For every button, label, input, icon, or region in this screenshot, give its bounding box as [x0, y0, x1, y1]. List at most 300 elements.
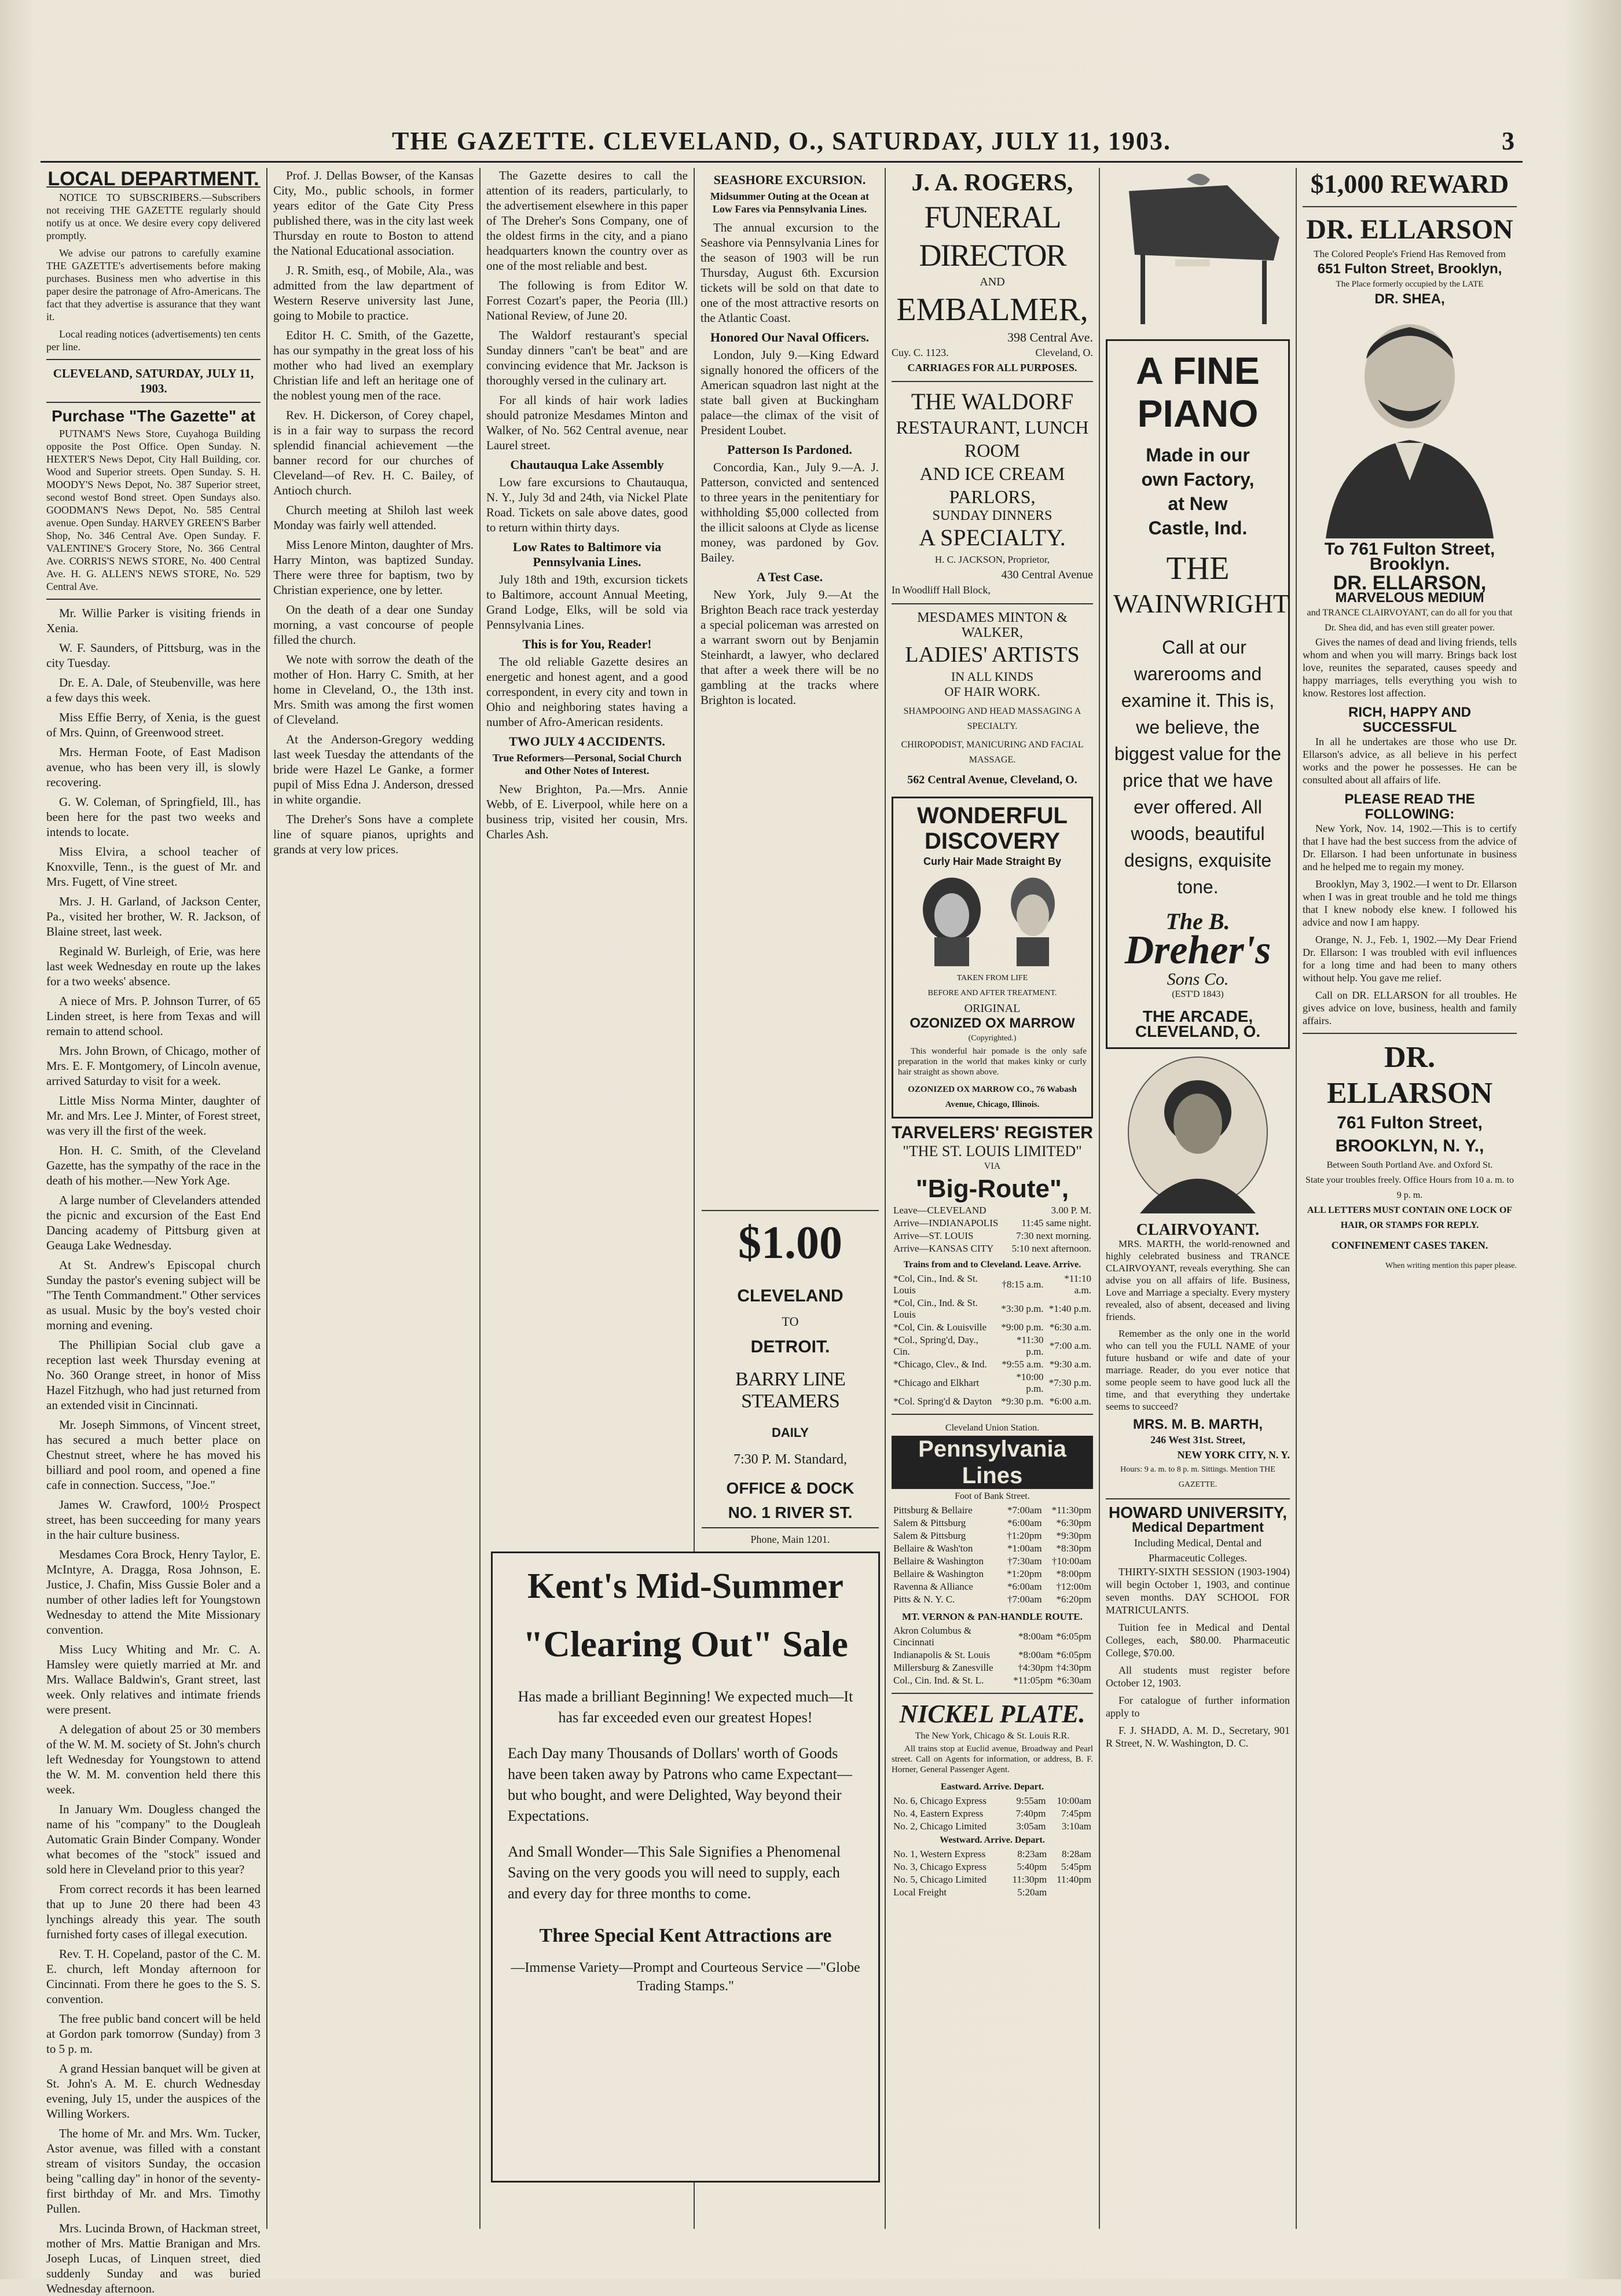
accidents-heading: TWO JULY 4 ACCIDENTS.	[509, 734, 665, 749]
nickel-west-heading: Westward. Arrive. Depart.	[940, 1835, 1045, 1845]
masthead-title: THE GAZETTE. CLEVELAND, O., SATURDAY, JULY 11, 1903.	[391, 127, 1172, 155]
dreher-1: The B.	[1165, 908, 1230, 934]
clairvoyant-heading: CLAIRVOYANT.	[1136, 1221, 1260, 1239]
wonder-5: BEFORE AND AFTER TREATMENT.	[927, 989, 1057, 997]
column-rule	[266, 168, 267, 2229]
minton-6: CHIROPODIST, MANICURING AND FACIAL MASSAGE.	[901, 740, 1084, 765]
howard-1: HOWARD UNIVERSITY,	[1108, 1503, 1288, 1521]
piano-2: PIANO	[1137, 392, 1259, 435]
waldorf-4: SUNDAY DINNERS	[932, 508, 1052, 523]
barry-to: TO	[782, 1314, 799, 1329]
news-stands: PUTNAM'S News Store, Cuyahoga Building opposite the Post Office. Open Sunday. N. HEXTER'S News Depot, City Hall Building, cor. Wood and Superior streets. Open Sunday. S. H. MOODY'S News Depot, No. 387 Superior street, second westof Bond street. Open Sundays also. GOODMAN'S News Depot, No. 585 Central avenue. Open Sunday. HARVEY GREEN'S Barber Shop, No. 346 Central Ave. Open Sunday. F. VALENTINE'S Grocery Store, No. 366 Central Ave. CORRIS'S NEWS STORE, No. 400 Central Ave. H. G. ALLEN'S NEWS STORE, No. 529 Central Ave.	[46, 428, 261, 592]
dreher-intro: The Gazette desires to call the attention of its readers, particularly, to the advertisement elsewhere in this paper of The Dreher's Sons Company, one of the oldest firms in the city, and a piano headquarters known the country over as one of the most reliable and best.	[486, 168, 688, 273]
schedule-row	[892, 1321, 1093, 1334]
test-case-heading: A Test Case.	[756, 570, 823, 584]
schedule-cell: *Col, Cin. & Louisville	[893, 1322, 987, 1333]
baltimore-text: July 18th and 19th, excursion tickets to Baltimore, account Annual Meeting, Grand Lodge, Elks, will be sold via Pennsylvania Lines.	[486, 573, 688, 632]
local-item: Reginald W. Burleigh, of Erie, was here last week Wednesday en route up the lakes for a two weeks' absence.	[46, 944, 261, 988]
howard-3: Including Medical, Dental and Pharmaceutic Colleges.	[1134, 1537, 1261, 1564]
column-three-items	[486, 278, 688, 453]
clairvoyant-address: 246 West 31st. Street,	[1150, 1434, 1245, 1446]
schedule-cell: 7:30 next morning.	[1016, 1230, 1091, 1241]
schedule-cell: †1:20pm	[1007, 1530, 1042, 1541]
dreher-5: THE ARCADE,	[1142, 1007, 1253, 1025]
column-rule	[1099, 168, 1100, 2229]
kent-title-1: Kent's Mid-Summer	[527, 1567, 843, 1606]
column-rule	[479, 168, 481, 2229]
news-item: For all kinds of hair work ladies should patronize Mesdames Minton and Walker, of No. 562 Central avenue, near Laurel street.	[486, 393, 688, 452]
schedule-cell: *8:00pm	[1056, 1568, 1091, 1579]
schedule-row	[892, 1358, 1093, 1371]
local-item: W. F. Saunders, of Pittsburg, was in the city Tuesday.	[46, 641, 261, 670]
nickel-sub: The New York, Chicago & St. Louis R.R.	[915, 1731, 1070, 1741]
wonder-6: ORIGINAL	[964, 1002, 1021, 1015]
local-item: Miss Effie Berry, of Xenia, is the guest of Mrs. Quinn, of Greenwood street.	[46, 710, 261, 739]
local-item: Dr. E. A. Dale, of Steubenville, was here a few days this week.	[46, 676, 261, 705]
schedule-cell: Arrive—ST. LOUIS	[893, 1230, 974, 1241]
foryou-heading: This is for You, Reader!	[522, 637, 652, 651]
rogers-title-2: EMBALMER,	[896, 292, 1088, 328]
schedule-cell: 11:45 same night.	[1021, 1217, 1091, 1228]
paterson-text: Concordia, Kan., July 9.—A. J. Patterson, convicted and sentenced to three years in the penitentiary for withholding $5,000 collected from the illicit saloons at Clyde as license money, was pardoned by Gov. Bailey.	[701, 460, 879, 564]
baltimore-heading: Low Rates to Baltimore via Pennsylvania Lines.	[512, 540, 662, 569]
schedule-row	[892, 1624, 1093, 1649]
local-item: A niece of Mrs. P. Johnson Turrer, of 65 Linden street, is here from Texas and will remain to attend school.	[46, 994, 261, 1038]
dreher-4: (EST'D 1843)	[1172, 989, 1224, 999]
local-item: The home of Mr. and Mrs. Wm. Tucker, Astor avenue, was filled with a constant stream of visitors Sunday, the occasion being "calling day" in honor of the seventy-first birthday of Mr. and Mrs. Timothy Pullen.	[46, 2126, 261, 2216]
schedule-row	[892, 1568, 1093, 1580]
schedule-cell: 11:30pm	[1012, 1874, 1047, 1885]
seashore-text: The annual excursion to the Seashore via Pennsylvania Lines for the season of 1903 will be run Thursday, August 6th. Excursion tickets will be sold on that date to one of the most attractive resorts on the Atlantic Coast.	[701, 221, 879, 325]
foryou-text: The old reliable Gazette desires an energetic and honest agent, and a good correspondent, in every city and town in Ohio and neighboring states having a number of Afro-American residents.	[486, 655, 688, 729]
officers-text: London, July 9.—King Edward signally honored the officers of the American squadron last night at the state ball given at Buckingham palace—the climax of the visit of President Loubet.	[701, 348, 879, 437]
wonder-address: OZONIZED OX MARROW CO., 76 Wabash Avenue, Chicago, Illinois.	[908, 1085, 1077, 1109]
vernon-heading: MT. VERNON & PAN-HANDLE ROUTE.	[902, 1611, 1083, 1622]
waldorf-3: AND ICE CREAM PARLORS,	[919, 463, 1065, 507]
schedule-cell: Leave—CLEVELAND	[893, 1205, 986, 1216]
kent-paragraph-2: Each Day many Thousands of Dollars' worth of Goods have been taken away by Patrons who came Expectant—but who bought, and were Delighted, Way beyond their Expectations.	[508, 1745, 852, 1824]
news-item: The Dreher's Sons have a complete line of square pianos, uprights and grands at very low prices.	[273, 812, 474, 856]
news-item: The following is from Editor W. Forrest Cozart's paper, the Peoria (Ill.) National Review, of June 20.	[486, 278, 688, 322]
schedule-row	[892, 1230, 1093, 1242]
kent-attractions-heading: Three Special Kent Attractions are	[539, 1925, 832, 1946]
howard-4: THIRTY-SIXTH SESSION (1903-1904) will begin October 1, 1903, and continue seven months. DAY SCHOOL FOR MATRICULANTS.	[1106, 1566, 1290, 1616]
ellarson-10: DR. ELLARSON	[1326, 1041, 1493, 1110]
testimonials	[1303, 822, 1517, 1027]
local-item: At St. Andrew's Episcopal church Sunday the pastor's evening subject will be "The Tenth Commandment." Other services as usual. Music by the boy's vested choir morning and evening.	[46, 1258, 261, 1332]
clairvoyant-city: NEW YORK CITY, N. Y.	[1177, 1449, 1290, 1461]
ellarson-17: When writing mention this paper please.	[1385, 1261, 1517, 1270]
local-item: Little Miss Norma Minter, daughter of Mr. and Mrs. Lee J. Minter, of Forest street, was very ill the first of the week.	[46, 1094, 261, 1138]
schedule-cell: *Chicago and Elkhart	[893, 1377, 980, 1388]
piano-1: A FINE	[1136, 349, 1260, 392]
schedule-cell: *6:00 a.m.	[1049, 1396, 1091, 1407]
schedule-row	[892, 1580, 1093, 1593]
minton-7: 562 Central Avenue, Cleveland, O.	[907, 773, 1077, 786]
schedule-cell: Ravenna & Alliance	[893, 1581, 973, 1592]
barry-line: BARRY LINE STEAMERS	[735, 1369, 845, 1412]
piano-8: WAINWRIGHT	[1113, 589, 1290, 618]
schedule-row	[892, 1873, 1093, 1886]
schedule-cell: 3.00 P. M.	[1051, 1205, 1091, 1216]
local-item: A grand Hessian banquet will be given at St. John's A. M. E. church Wednesday evening, July 15, under the auspices of the Willing Workers.	[46, 2062, 261, 2121]
wonderful-discovery-ad	[892, 797, 1093, 1118]
rich-text: In all he undertakes are those who use Dr. Ellarson's advice, as all believe in his perfect works and the power he possesses. He can be consulted about all affairs of life.	[1303, 736, 1517, 786]
schedule-row	[892, 1542, 1093, 1555]
schedule-cell: *11:30 p.m.	[1016, 1334, 1044, 1357]
local-item: Hon. H. C. Smith, of the Cleveland Gazette, has the sympathy of the race in the death of his mother.—New York Age.	[46, 1143, 261, 1187]
schedule-cell: *6:30pm	[1056, 1517, 1091, 1528]
kent-attractions: —Immense Variety—Prompt and Courteous Service —"Globe Trading Stamps."	[511, 1960, 860, 1994]
schedule-cell: *3:30 p.m.	[1001, 1303, 1044, 1314]
kent-paragraph-1: Has made a brilliant Beginning! We expected much—It has far exceeded even our greatest Hopes!	[518, 1688, 853, 1726]
waldorf-8: In Woodliff Hall Block,	[892, 584, 991, 596]
schedule-row	[892, 1217, 1093, 1230]
schedule-cell: *9:30 p.m.	[1001, 1396, 1044, 1407]
schedule-cell: *9:30 a.m.	[1049, 1359, 1091, 1370]
clairvoyant-text-2: Remember as the only one in the world who can tell you the FULL NAME of your future husband or wife and date of your marriage. Reader, do you ever notice that some people seem to have good luck all the time, and that everything they undertake seems to succeed?	[1106, 1328, 1290, 1412]
column-two-items	[273, 168, 474, 857]
column-rule	[885, 168, 886, 2229]
waldorf-1: THE WALDORF	[911, 388, 1074, 415]
ellarson-2: The Colored People's Friend Has Removed from	[1314, 248, 1506, 259]
schedule-row	[892, 1395, 1093, 1408]
big-four-schedule	[892, 1204, 1093, 1255]
howard-2: Medical Department	[1131, 1520, 1264, 1535]
barry-phone: Phone, Main 1201.	[750, 1534, 830, 1545]
news-item: Rev. H. Dickerson, of Corey chapel, is in a fair way to surpass the record splendid financial achievement —the banner record for our churches of Cleveland—of Rev. H. C. Bailey, of Antioch church.	[273, 408, 474, 497]
schedule-row	[892, 1674, 1093, 1687]
schedule-cell: *11:05pm	[1013, 1675, 1053, 1686]
seashore-heading: SEASHORE EXCURSION.	[713, 173, 866, 187]
minton-5: SHAMPOOING AND HEAD MASSAGING A SPECIALTY.	[903, 706, 1081, 731]
piano-illustration	[1106, 168, 1290, 347]
news-item: J. R. Smith, esq., of Mobile, Ala., was admitted from the law department of Western Reserve university last June, going to Mobile to practice.	[273, 263, 474, 322]
schedule-cell: *Col, Cin., Ind. & St. Louis	[893, 1297, 978, 1320]
schedule-cell: *6:00am	[1007, 1517, 1042, 1528]
schedule-cell: No. 6, Chicago Express	[893, 1795, 987, 1806]
local-department-heading: LOCAL DEPARTMENT.	[46, 171, 261, 188]
notice-to-subscribers: NOTICE TO SUBSCRIBERS.—Subscribers not receiving THE GAZETTE regularly should notify us at once. We desire every copy delivered promptly.	[46, 192, 261, 241]
barry-price: $1.00	[738, 1217, 842, 1268]
schedule-row	[892, 1242, 1093, 1255]
schedule-cell: Col., Cin. Ind. & St. L.	[893, 1675, 984, 1686]
local-items	[46, 606, 261, 2296]
barry-time: 7:30 P. M. Standard,	[733, 1452, 847, 1467]
advertiser-advice: We advise our patrons to carefully examine THE GAZETTE's advertisements before making purchases. Business men who advertise in this paper desire the patronage of Afro-Americans. The fact that they advertise is assurance that they want it.	[46, 247, 261, 322]
schedule-row	[892, 1593, 1093, 1606]
schedule-row	[892, 1555, 1093, 1568]
local-item: The free public band concert will be held at Gordon park tomorrow (Sunday) from 3 to 5 p. m.	[46, 2012, 261, 2056]
chautauqua-heading: Chautauqua Lake Assembly	[510, 457, 664, 472]
schedule-cell: Salem & Pittsburg	[893, 1530, 966, 1541]
minton-2: LADIES' ARTISTS	[905, 643, 1080, 667]
schedule-cell: †8:15 a.m.	[1002, 1279, 1044, 1290]
schedule-row	[892, 1649, 1093, 1662]
local-item: Mrs. Herman Foote, of East Madison avenue, who has been very ill, is slowly recovering.	[46, 745, 261, 789]
local-item: Mr. Willie Parker is visiting friends in Xenia.	[46, 606, 261, 635]
ellarson-15: ALL LETTERS MUST CONTAIN ONE LOCK OF HAIR, OR STAMPS FOR REPLY.	[1307, 1205, 1513, 1230]
schedule-row	[892, 1795, 1093, 1807]
schedule-cell	[1048, 1886, 1093, 1899]
ellarson-8: MARVELOUS MEDIUM	[1335, 590, 1484, 606]
schedule-cell: *7:00am	[1007, 1505, 1042, 1516]
piano-4: own Factory,	[1141, 469, 1255, 490]
schedule-cell: 7:40pm	[1015, 1808, 1046, 1819]
barry-line-ad	[702, 1210, 879, 1545]
penn-station: Cleveland Union Station.	[945, 1423, 1040, 1433]
wonder-4: TAKEN FROM LIFE	[956, 974, 1028, 982]
minton-3: IN ALL KINDS	[951, 669, 1034, 684]
wonder-2: DISCOVERY	[924, 828, 1061, 854]
kent-title-2: "Clearing Out" Sale	[523, 1623, 848, 1664]
howard-7: For catalogue of further information apply to	[1106, 1695, 1290, 1719]
schedule-cell: *1:40 p.m.	[1048, 1303, 1091, 1314]
rogers-carriages: CARRIAGES FOR ALL PURPOSES.	[907, 362, 1077, 373]
big-four-route: "Big-Route",	[915, 1175, 1069, 1203]
schedule-cell: *Col, Cin., Ind. & St. Louis	[893, 1273, 978, 1296]
schedule-cell: *7:00 a.m.	[1049, 1340, 1091, 1351]
local-item: G. W. Coleman, of Springfield, Ill., has been here for the past two weeks and intends to locate.	[46, 795, 261, 839]
column-four	[701, 168, 879, 1216]
ellarson-13: Between South Portland Ave. and Oxford St.	[1326, 1160, 1493, 1170]
local-item: Miss Lucy Whiting and Mr. C. A. Hamsley were quietly married at Mr. and Mrs. Wallace Baldwin's, Grant street, last week. Only relatives and intimate friends were present.	[46, 1642, 261, 1717]
schedule-cell: *11:10 a.m.	[1064, 1273, 1091, 1296]
news-item: We note with sorrow the death of the mother of Hon. Harry C. Smith, at her home in Cleveland, O., the 13th inst. Mrs. Smith was among the first women of Cleveland.	[273, 652, 474, 727]
schedule-cell: 3:05am	[1016, 1821, 1046, 1832]
schedule-cell: *7:30 p.m.	[1048, 1377, 1091, 1388]
schedule-cell: †7:00am	[1007, 1594, 1042, 1605]
officers-heading: Honored Our Naval Officers.	[710, 330, 870, 344]
st-louis-limited: "THE ST. LOUIS LIMITED"	[903, 1143, 1082, 1160]
schedule-cell: 11:40pm	[1057, 1874, 1091, 1885]
column-rule	[1296, 168, 1297, 2229]
testimonial: New York, Nov. 14, 1902.—This is to certify that I have had the best success from the advice of Dr. Ellarson. I had been unfortunate in business and he helped me to regain my money.	[1303, 823, 1517, 872]
waldorf-5: A SPECIALTY.	[919, 525, 1066, 551]
schedule-cell: †12:00m	[1056, 1581, 1091, 1592]
column-three	[486, 168, 688, 1528]
schedule-cell: Bellaire & Washington	[893, 1556, 984, 1567]
schedule-cell: Local Freight	[893, 1887, 947, 1898]
schedule-cell: *1:00am	[1007, 1543, 1042, 1554]
local-item: A large number of Clevelanders attended the picnic and excursion of the East End Dancing academy of Pittsburg given at Geauga Lake Wednesday.	[46, 1193, 261, 1252]
masthead	[41, 126, 1523, 163]
schedule-cell: 7:45pm	[1061, 1808, 1091, 1819]
schedule-cell: 10:00am	[1057, 1795, 1091, 1806]
schedule-row	[892, 1662, 1093, 1674]
accidents-subheading: True Reformers—Personal, Social Church and Other Notes of Interest.	[492, 752, 682, 776]
trains-schedule	[892, 1272, 1093, 1408]
penn-lines-logo: Pennsylvania Lines	[892, 1436, 1093, 1489]
local-item: Mrs. John Brown, of Chicago, mother of Mrs. E. F. Montgomery, of Lincoln avenue, arrived Saturday to visit for a week.	[46, 1044, 261, 1088]
schedule-row	[892, 1807, 1093, 1820]
schedule-row	[892, 1504, 1093, 1517]
schedule-cell: 5:45pm	[1061, 1861, 1091, 1872]
local-item: The Phillipian Social club gave a reception last week Thursday evening at No. 360 Orange street, in honor of Miss Hazel Fitzhugh, who had just returned from an extended visit in Cincinnati.	[46, 1338, 261, 1412]
schedule-row	[892, 1820, 1093, 1833]
schedule-row	[892, 1861, 1093, 1873]
test-case-text: New York, July 9.—At the Brighton Beach race track yesterday a special policeman was arrested on a warrant sworn out by Benjamin Steinhardt, a lawyer, who declared that after a week there will be no gambling at the tracks where Brighton is located.	[701, 588, 879, 707]
column-six	[1106, 168, 1290, 2229]
testimonial: Brooklyn, May 3, 1902.—I went to Dr. Ellarson when I was in great trouble and he told me things that I knew nobody else knew. I followed his advice and now I am happy.	[1303, 878, 1517, 928]
schedule-cell: No. 5, Chicago Limited	[893, 1874, 987, 1885]
schedule-cell: 8:23am	[1017, 1848, 1047, 1859]
schedule-row	[892, 1371, 1093, 1395]
column-two	[273, 168, 474, 2229]
schedule-cell: †4:30pm	[1056, 1662, 1091, 1673]
piano-ad	[1106, 339, 1290, 1049]
schedule-cell: *Col., Spring'd, Day., Cin.	[893, 1334, 978, 1357]
wonder-7: OZONIZED OX MARROW	[909, 1015, 1075, 1031]
purchase-heading: Purchase "The Gazette" at	[52, 407, 255, 425]
schedule-cell: Millersburg & Zanesville	[893, 1662, 993, 1673]
schedule-cell: No. 1, Western Express	[893, 1848, 986, 1859]
schedule-cell: *6:30am	[1057, 1675, 1091, 1686]
penn-foot: Foot of Bank Street.	[955, 1491, 1030, 1501]
local-item: In January Wm. Dougless changed the name of his "company" to the Dougleah Automatic Grain Binder Company. Wonder what becomes of the "stock" issued and sold here in Cleveland prior to this year?	[46, 1802, 261, 1876]
schedule-cell: Indianapolis & St. Louis	[893, 1649, 991, 1660]
schedule-row	[892, 1272, 1093, 1297]
column-five	[892, 168, 1093, 2229]
schedule-cell: 9:55am	[1016, 1795, 1046, 1806]
schedule-cell: No. 2, Chicago Limited	[893, 1821, 987, 1832]
rich-heading: RICH, HAPPY AND SUCCESSFUL	[1348, 705, 1472, 735]
schedule-row	[892, 1530, 1093, 1542]
schedule-row	[892, 1204, 1093, 1217]
paterson-heading: Patterson Is Pardoned.	[727, 442, 852, 457]
ellarson-3: 651 Fulton Street, Brooklyn,	[1317, 261, 1502, 277]
clairvoyant-portrait	[1111, 1057, 1285, 1219]
waldorf-2: RESTAURANT, LUNCH ROOM	[896, 417, 1089, 461]
ellarson-7: DR. ELLARSON,	[1333, 572, 1487, 594]
clairvoyant-text: MRS. MARTH, the world-renowned and highly celebrated business and TRANCE CLAIRVOYANT, reveals everything. She can advise you on all affairs of life. Business, Love and Marriage a specialty. Every mystery revealed, also of absent, deceased and living friends.	[1106, 1238, 1290, 1322]
schedule-row	[892, 1297, 1093, 1321]
schedule-cell: *8:30pm	[1056, 1543, 1091, 1554]
local-item: Mesdames Cora Brock, Henry Taylor, E. McIntyre, A. Dragga, Rosa Johnson, E. Justice, J. Chafin, Miss Gussie Boler and a number of other ladies left for Youngstown Wednesday to attend the Mite Missionary convention.	[46, 1547, 261, 1637]
barry-from: CLEVELAND	[737, 1286, 843, 1305]
news-item: Miss Lenore Minton, daughter of Mrs. Harry Minton, was baptized Sunday. There were three for baptism, two by Christian experience, one by letter.	[273, 538, 474, 597]
news-item: The Waldorf restaurant's special Sunday dinners "can't be beat" and are convincing evidence that Mr. Jackson is thoroughly versed in the culinary art.	[486, 328, 688, 387]
barry-office: OFFICE & DOCK	[726, 1479, 854, 1497]
schedule-cell: Arrive—KANSAS CITY	[893, 1243, 994, 1254]
ellarson-1: DR. ELLARSON	[1306, 214, 1513, 245]
schedule-cell: *6:00am	[1007, 1581, 1042, 1592]
local-item: Miss Elvira, a school teacher of Knoxville, Tenn., is the guest of Mr. and Mrs. Fugett, of Vine street.	[46, 845, 261, 889]
local-item: From correct records it has been learned that up to June 20 there had been 43 lynchings already this year. The south furnished forty cases of illegal execution.	[46, 1882, 261, 1941]
local-item: A delegation of about 25 or 30 members of the W. M. M. society of St. John's church left Wednesday for Youngstown to attend the W. M. M. convention held there this week.	[46, 1722, 261, 1796]
waldorf-7: 430 Central Avenue	[1001, 569, 1093, 581]
schedule-cell: Pitts & N. Y. C.	[893, 1594, 955, 1605]
schedule-cell: *11:30pm	[1051, 1505, 1091, 1516]
schedule-cell: †7:30am	[1007, 1556, 1042, 1567]
travelers-register-heading: TARVELERS' REGISTER	[892, 1123, 1093, 1142]
ellarson-5: DR. SHEA,	[1374, 291, 1445, 307]
trains-heading: Trains from and to Cleveland. Leave. Arrive.	[903, 1260, 1081, 1270]
schedule-cell: Akron Columbus & Cincinnati	[893, 1625, 972, 1648]
schedule-cell: Bellaire & Wash'ton	[893, 1543, 973, 1554]
news-item: At the Anderson-Gregory wedding last week Tuesday the attendants of the bride were Hazel Le Ganke, a former pupil of Miss Edna J. Anderson, dressed in white organdie.	[273, 732, 474, 806]
seashore-subheading: Midsummer Outing at the Ocean at Low Fares via Pennsylvania Lines.	[710, 190, 870, 215]
column-local-department	[46, 168, 261, 2295]
schedule-cell: Bellaire & Washington	[893, 1568, 984, 1579]
news-item: On the death of a dear one Sunday morning, a vast concourse of people filled the church.	[273, 603, 474, 647]
howard-6: All students must register before October 12, 1903.	[1106, 1664, 1290, 1689]
schedule-cell: †10:00am	[1052, 1556, 1091, 1567]
piano-5: at New	[1168, 493, 1228, 514]
ellarson-14: State your troubles freely. Office Hours from 10 a. m. to 9 p. m.	[1305, 1175, 1514, 1200]
schedule-row	[892, 1334, 1093, 1358]
kent-sale-ad	[491, 1552, 880, 2183]
read-following-heading: PLEASE READ THE FOLLOWING:	[1344, 791, 1475, 822]
ellarson-4: The Place formerly occupied by the LATE	[1336, 280, 1484, 289]
schedule-cell: 5:20am	[1017, 1887, 1047, 1898]
schedule-cell: *9:00 p.m.	[1001, 1322, 1044, 1333]
wonder-1: WONDERFUL	[917, 803, 1068, 828]
schedule-cell: †4:30pm	[1018, 1662, 1053, 1673]
dreher-2: Dreher's	[1124, 928, 1271, 973]
clairvoyant-name: MRS. M. B. MARTH,	[1133, 1417, 1263, 1432]
schedule-cell: *Chicago, Clev., & Ind.	[893, 1359, 987, 1370]
dreher-3: Sons Co.	[1167, 970, 1229, 989]
waldorf-6: H. C. JACKSON, Proprietor,	[934, 554, 1050, 565]
barry-daily: DAILY	[772, 1425, 809, 1440]
minton-4: OF HAIR WORK.	[944, 684, 1040, 699]
vernon-schedule	[892, 1624, 1093, 1687]
schedule-cell: *6:30 a.m.	[1049, 1322, 1091, 1333]
ellarson-9: and TRANCE CLAIRVOYANT, can do all for you that Dr. Shea did, and has even still greater power.	[1307, 608, 1513, 633]
rogers-phone: Cuy. C. 1123.	[892, 347, 949, 358]
wonder-8: (Copyrighted.)	[968, 1034, 1017, 1043]
schedule-cell: Salem & Pittsburg	[893, 1517, 966, 1528]
schedule-cell: 5:10 next afternoon.	[1011, 1243, 1091, 1254]
schedule-cell: Pittsburg & Bellaire	[893, 1505, 973, 1516]
testimonial: Call on DR. ELLARSON for all troubles. He gives advice on love, business, health and family affairs.	[1303, 989, 1517, 1026]
rogers-title-1: FUNERAL DIRECTOR	[919, 200, 1066, 273]
local-item: Mrs. Lucinda Brown, of Hackman street, mother of Mrs. Mattie Branigan and Mrs. Joseph Lucas, of Linquen street, died suddenly Sunday and was buried Wednesday afternoon.	[46, 2221, 261, 2295]
rogers-name: J. A. ROGERS,	[911, 170, 1073, 196]
chautauqua-text: Low fare excursions to Chautauqua, N. Y., July 3d and 24th, via Nickel Plate Road. Tickets on sale above dates, good to return within thirty days.	[486, 475, 688, 534]
local-item: Mrs. J. H. Garland, of Jackson Center, Pa., visited her brother, W. R. Jackson, of Blaine street, last week.	[46, 894, 261, 938]
nickel-plate-logo: NICKEL PLATE.	[899, 1700, 1085, 1728]
page-number: 3	[1502, 127, 1516, 155]
schedule-cell: *6:20pm	[1056, 1594, 1091, 1605]
schedule-row	[892, 1886, 1093, 1899]
news-item: Church meeting at Shiloh last week Monday was fairly well attended.	[273, 503, 474, 532]
rogers-and: AND	[980, 276, 1005, 288]
schedule-cell: *Col. Spring'd & Dayton	[893, 1396, 992, 1407]
ellarson-text: Gives the names of dead and living friends, tells whom and when you will marry. Brings back lost love, reunites the separated, causes speedy and happy marriages, tells everything you wish to know. Restores lost affection.	[1303, 636, 1517, 699]
schedule-cell: *9:30pm	[1056, 1530, 1091, 1541]
penn-schedule	[892, 1504, 1093, 1606]
ellarson-11: 761 Fulton Street,	[1337, 1113, 1483, 1132]
piano-3: Made in our	[1146, 445, 1250, 465]
ellarson-6: To 761 Fulton Street, Brooklyn.	[1324, 540, 1495, 574]
local-rates: Local reading notices (advertisements) ten cents per line.	[46, 328, 261, 353]
schedule-cell: 8:28am	[1062, 1848, 1091, 1859]
news-item: Editor H. C. Smith, of the Gazette, has our sympathy in the great loss of his mother who had lived an exemplary Christian life and left an heritage one of the noblest young men of the race.	[273, 328, 474, 402]
schedule-cell: *6:05pm	[1056, 1631, 1091, 1642]
local-item: Rev. T. H. Copeland, pastor of the C. M. E. church, left Monday afternoon for Cincinnati. From there he goes to the S. S. convention.	[46, 1947, 261, 2006]
minton-1: MESDAMES MINTON & WALKER,	[917, 610, 1068, 640]
local-item: Mr. Joseph Simmons, of Vincent street, has secured a much better place on Chestnut street, where he has moved his billiard and pool room, and opened a fine cafe in connection. Success, "Joe."	[46, 1418, 261, 1492]
schedule-cell: *6:05pm	[1056, 1649, 1091, 1660]
dreher-6: CLEVELAND, O.	[1135, 1022, 1261, 1040]
schedule-cell: No. 3, Chicago Express	[893, 1861, 987, 1872]
schedule-cell: *9:55 a.m.	[1002, 1359, 1044, 1370]
before-after-portraits	[905, 869, 1079, 967]
dateline: CLEVELAND, SATURDAY, JULY 11, 1903.	[53, 366, 254, 395]
schedule-cell: *8:00am	[1018, 1649, 1053, 1660]
